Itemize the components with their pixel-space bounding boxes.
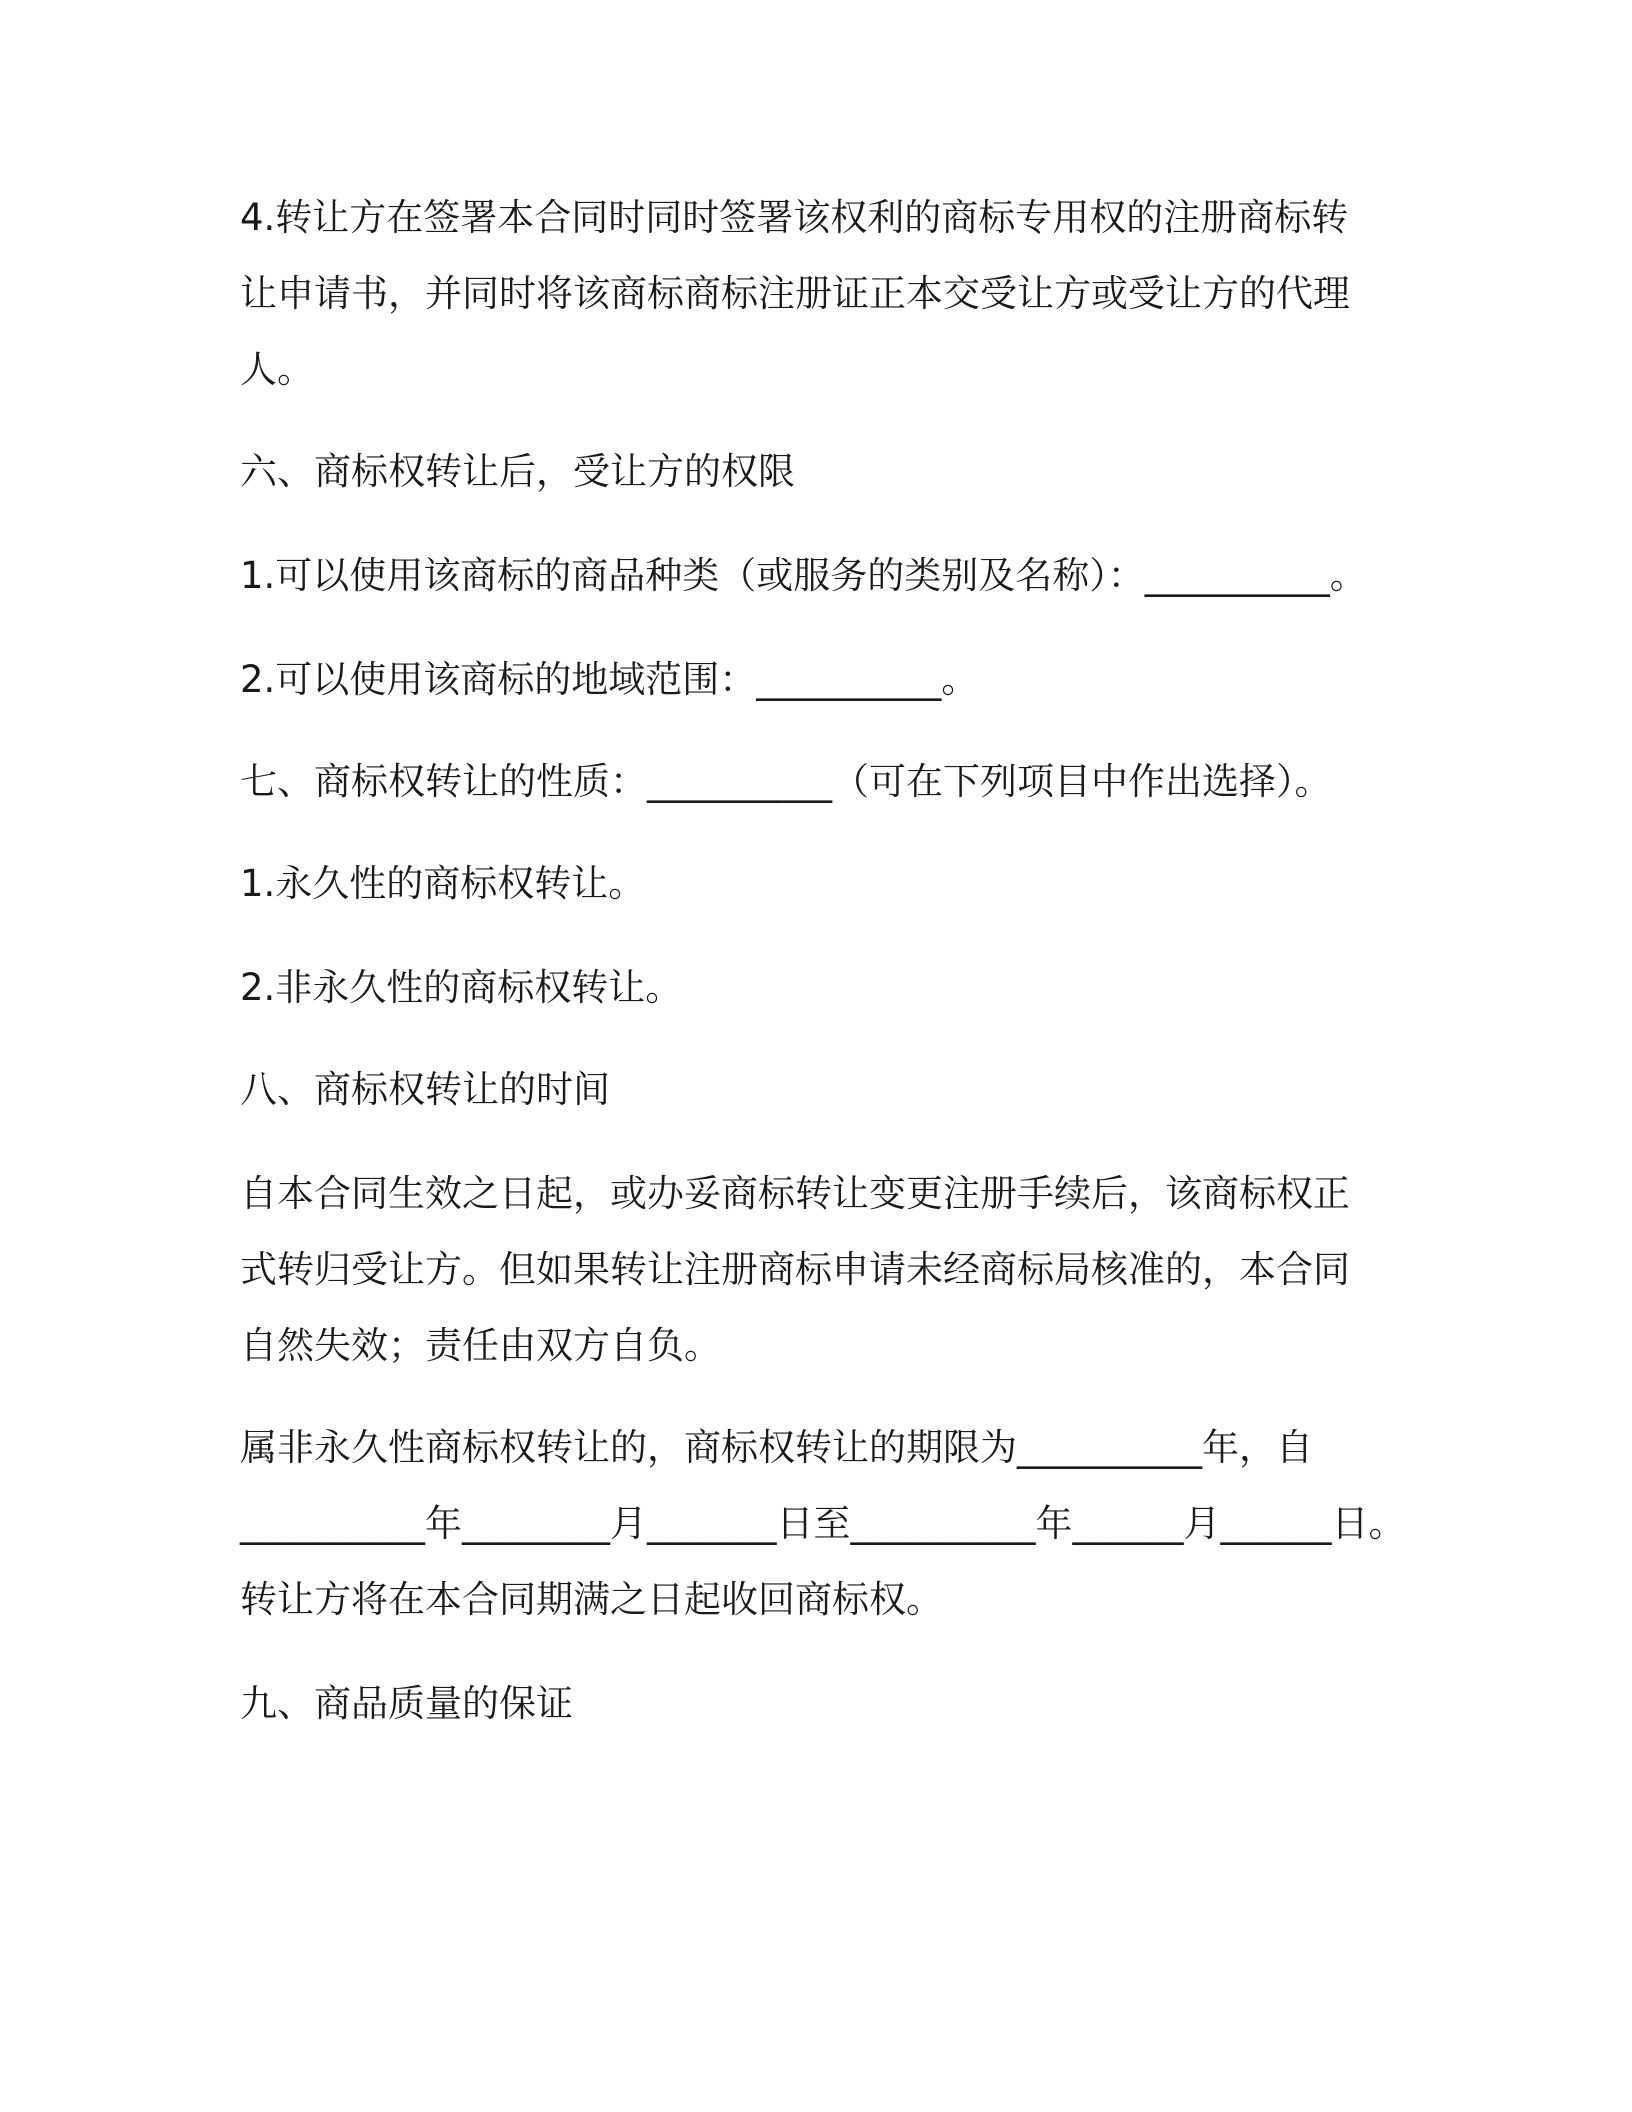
section-8-para-1-line-2: 式转归受让方。但如果转让注册商标申请未经商标局核准的，本合同 bbox=[240, 1248, 1350, 1291]
section-8-para-2-line-3: 转让方将在本合同期满之日起收回商标权。 bbox=[240, 1578, 943, 1621]
clause-4-line-2: 让申请书，并同时将该商标商标注册证正本交受让方或受让方的代理 bbox=[240, 272, 1350, 315]
section-8-para-2-line-1: 属非永久性商标权转让的，商标权转让的期限为__________年，自 bbox=[240, 1426, 1313, 1469]
section-6-heading: 六、商标权转让后，受让方的权限 bbox=[240, 450, 795, 493]
section-8-para-1-line-3: 自然失效；责任由双方自负。 bbox=[240, 1324, 721, 1367]
section-8-para-2-line-2: __________年________月_______日至__________年______月______日。 bbox=[240, 1502, 1406, 1545]
section-7-heading: 七、商标权转让的性质：__________（可在下列项目中作出选择）。 bbox=[240, 760, 1332, 803]
section-8-para-1-line-1: 自本合同生效之日起，或办妥商标转让变更注册手续后，该商标权正 bbox=[240, 1172, 1350, 1215]
section-7-item-2: 2.非永久性的商标权转让。 bbox=[240, 966, 683, 1009]
section-6-item-2: 2.可以使用该商标的地域范围：__________。 bbox=[240, 658, 979, 701]
clause-4-line-3: 人。 bbox=[240, 348, 314, 391]
clause-4-line-1: 4.转让方在签署本合同时同时签署该权利的商标专用权的注册商标转 bbox=[240, 196, 1349, 239]
section-6-item-1: 1.可以使用该商标的商品种类（或服务的类别及名称）：__________。 bbox=[240, 554, 1367, 597]
section-7-item-1: 1.永久性的商标权转让。 bbox=[240, 862, 646, 905]
section-9-heading: 九、商品质量的保证 bbox=[240, 1682, 573, 1725]
section-8-heading: 八、商标权转让的时间 bbox=[240, 1068, 610, 1111]
